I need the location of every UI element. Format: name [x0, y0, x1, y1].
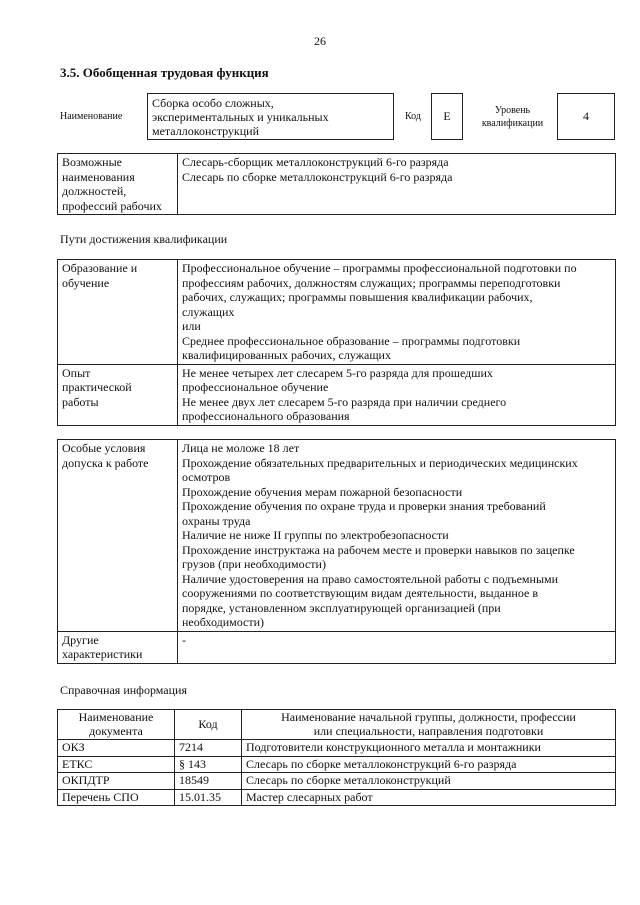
table-row	[58, 789, 616, 806]
page-number: 26	[314, 34, 326, 48]
education-line: рабочих, служащих; программы повышения квалификации рабочих,	[182, 290, 533, 304]
admission-line: Наличие удостоверения на право самостоятельной работы с подъемными	[182, 571, 559, 586]
function-name-line: металлоконструкций	[152, 124, 260, 138]
label-line: профессий рабочих	[62, 198, 162, 213]
level-label	[475, 104, 550, 130]
position-line: Слесарь-сборщик металлоконструкций 6-го разряда	[182, 155, 449, 169]
admission-line: Прохождение инструктажа на рабочем месте и проверки навыков по зацепке	[182, 542, 575, 557]
label-line: работы	[62, 394, 99, 409]
experience-label	[58, 364, 178, 425]
label-line: Возможные	[62, 155, 122, 169]
education-line: профессиям рабочих, должностям служащих; программы переподготовки	[182, 275, 561, 290]
function-name-line: экспериментальных и уникальных	[152, 110, 329, 124]
ref-doc: ЕТКС	[58, 756, 175, 773]
qualification-paths-table	[57, 259, 616, 426]
admission-line: осмотров	[182, 470, 231, 484]
label-line: Опыт	[62, 365, 91, 380]
admission-line: Наличие не ниже II группы по электробезопасности	[182, 528, 449, 542]
admission-line: Прохождение обязательных предварительных и периодических медицинских	[182, 455, 578, 470]
ref-name: Слесарь по сборке металлоконструкций 6-го разряда	[242, 756, 616, 773]
positions-value	[178, 154, 616, 215]
experience-line: профессионального образования	[182, 409, 350, 423]
other-value: -	[178, 631, 616, 663]
header-line: Наименование начальной группы, должности, профессии	[281, 710, 576, 724]
education-line: Профессиональное обучение – программы профессиональной подготовки по	[182, 261, 577, 275]
label-line: наименования	[62, 169, 135, 184]
ref-code: 15.01.35	[175, 789, 242, 806]
admission-line: порядке, установленном эксплуатирующей организацией (при	[182, 600, 501, 615]
function-name-box	[147, 93, 394, 140]
experience-line: профессиональное обучение	[182, 380, 329, 394]
reference-table	[57, 709, 616, 806]
label-line: Другие	[62, 632, 99, 647]
header-line: документа	[89, 723, 143, 738]
section-title: 3.5. Обобщенная трудовая функция	[60, 65, 269, 80]
admission-line: сооружениями по соответствующим видам деятельности, выданное в	[182, 586, 538, 600]
label-line: допуска к работе	[62, 455, 149, 470]
ref-name: Подготовители конструкционного металла и монтажники	[242, 740, 616, 757]
level-label-line: Уровень	[494, 105, 531, 116]
ref-name: Мастер слесарных работ	[242, 789, 616, 806]
ref-doc: ОКПДТР	[58, 773, 175, 790]
admission-value	[178, 440, 616, 632]
table-row	[58, 740, 616, 757]
ref-code: 7214	[175, 740, 242, 757]
label-line: обучение	[62, 275, 110, 290]
ref-doc: ОКЗ	[58, 740, 175, 757]
label-line: Особые условия	[62, 441, 146, 455]
paths-heading: Пути достижения квалификации	[60, 232, 228, 246]
table-row	[58, 773, 616, 790]
label-line: должностей,	[62, 184, 127, 198]
label-line: Образование и	[62, 261, 138, 275]
education-line: квалифицированных рабочих, служащих	[182, 348, 391, 362]
ref-code: § 143	[175, 756, 242, 773]
position-line: Слесарь по сборке металлоконструкций 6-го разряда	[182, 169, 453, 184]
admission-line: охраны труда	[182, 513, 251, 528]
admission-label	[58, 440, 178, 632]
other-label	[58, 631, 178, 663]
education-line: служащих	[182, 304, 235, 319]
admission-line: необходимости)	[182, 615, 265, 629]
admission-line: Прохождение обучения мерам пожарной безопасности	[182, 484, 463, 499]
positions-label	[58, 154, 178, 215]
function-name-line: Сборка особо сложных,	[152, 96, 274, 110]
reference-heading: Справочная информация	[60, 683, 187, 697]
education-line: Среднее профессиональное образование – программы подготовки	[182, 333, 521, 348]
table-row	[58, 756, 616, 773]
education-line: или	[182, 319, 201, 333]
code-label: Код	[405, 111, 421, 122]
experience-line: Не менее двух лет слесарем 5-го разряда при наличии среднего	[182, 394, 507, 409]
experience-value	[178, 364, 616, 425]
label-line: практической	[62, 380, 132, 394]
ref-doc: Перечень СПО	[58, 789, 175, 806]
education-label	[58, 260, 178, 365]
admission-line: Прохождение обучения по охране труда и проверки знания требований	[182, 499, 546, 513]
positions-table	[57, 153, 616, 215]
ref-header-code: Код	[175, 710, 242, 740]
admission-line: Лица не моложе 18 лет	[182, 441, 300, 455]
level-value: 4	[557, 93, 615, 140]
education-value	[178, 260, 616, 365]
name-label: Наименование	[60, 111, 123, 122]
admission-table	[57, 439, 616, 664]
header-line: или специальности, направления подготовки	[313, 723, 544, 738]
level-label-line: квалификации	[481, 118, 544, 129]
ref-code: 18549	[175, 773, 242, 790]
ref-header-document	[58, 710, 175, 740]
label-line: характеристики	[62, 647, 143, 661]
ref-name: Слесарь по сборке металлоконструкций	[242, 773, 616, 790]
header-line: Наименование	[78, 710, 154, 724]
code-value: E	[431, 93, 463, 140]
ref-header-name	[242, 710, 616, 740]
admission-line: грузов (при необходимости)	[182, 557, 326, 571]
experience-line: Не менее четырех лет слесарем 5-го разряда для прошедших	[182, 365, 493, 380]
